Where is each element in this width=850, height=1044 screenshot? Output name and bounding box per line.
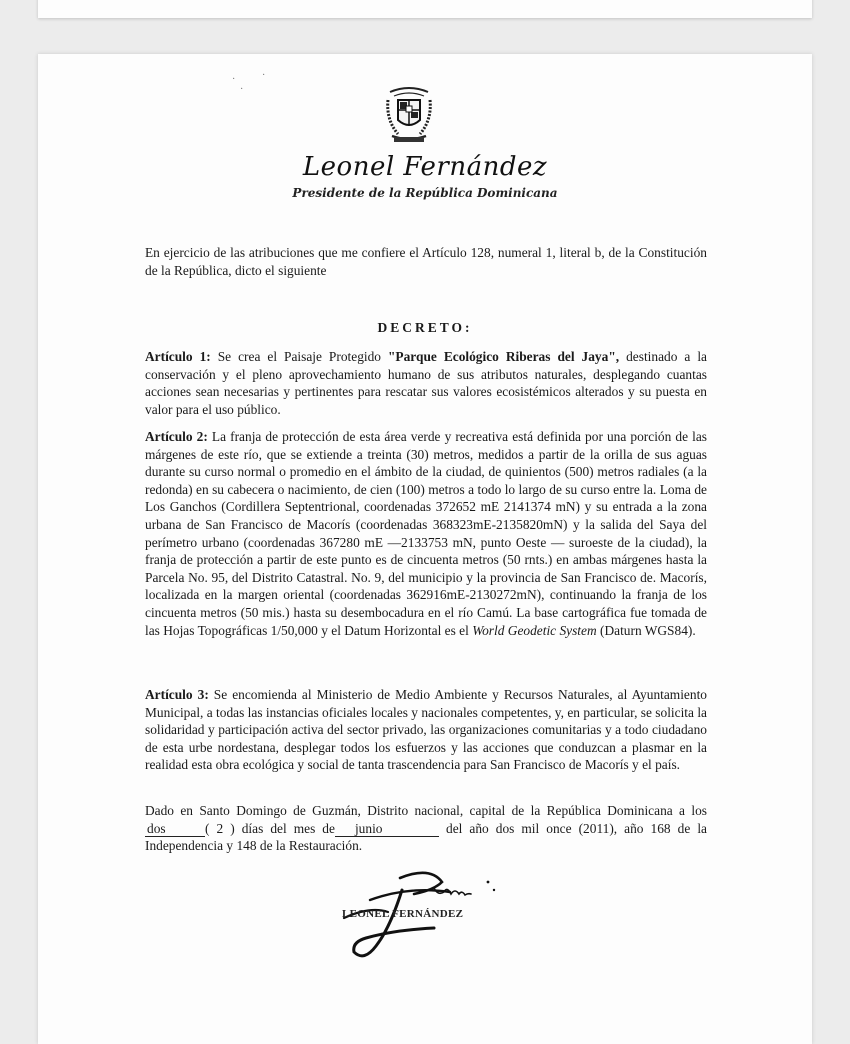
header-president-name: Leonel Fernández	[302, 152, 548, 182]
article-2-text-start: La franja de protección de esta área verde y recreativa está definida por una porción de las márgenes de este río, que se extiende a treinta (30) metros, medidos a partir de la orilla de sus aguas durante su curso normal o promedio en el ámbito de la ciudad, de quinientos (500) metros radiales (a la redonda) en su cabecera o nacimiento, de cien (100) metros a todo lo largo de su curso entre la. Loma de Los Ganchos (Cordillera Septentrional, coordenadas 372652 mE 2141374 mN) y su entrada a la zona urbana de San Francisco de Macorís (coordenadas 368323mE-2135820mN) y la salida del Saya del perímetro urbano (coordenadas 367280 mE —2133753 mN, punto Oeste — suroeste de la ciudad), la franja de protección a partir de este punto es de cincuenta metros (50 rnts.) en ambas márgenes hasta la Parcela No. 95, del Distrito Catastral. No. 9, del municipio y la provincia de San Francisco de. Macorís, localizada en la margen oriental (coordenadas 362916mE-2130272mN), continuando la franja de los cincuenta metros (50 mis.) hasta su desembocadura en el río Camú. La base cartográfica fue tomada de las Hojas Topográficas 1/50,000 y el Datum Horizontal es el	[145, 429, 707, 638]
article-2-text-end: (Daturn WGS84).	[596, 622, 696, 638]
park-name: "Parque Ecológico Riberas del Jaya",	[387, 349, 620, 364]
signatory-name: LEONEL FERNÁNDEZ	[342, 908, 464, 920]
article-3-text: Se encomienda al Ministerio de Medio Ambiente y Recursos Naturales, al Ayuntamiento Municipal, a todas las instancias oficiales locales y nacionales competentes, y, en particular, se solicita la solidaridad y participación activa del sector privado, las organizaciones comunitarias y a todo ciudadano de esta urbe nordestana, desplegar todos los esfuerzos y las acciones que conduzcan a plasmar en la realidad esta obra ecológica y social de tanta trascendencia para San Francisco de Macorís y el país.	[145, 687, 707, 773]
month-field: junio	[335, 822, 439, 837]
article-3-label: Artículo 3:	[145, 687, 209, 702]
decree-heading: DECRETO:	[377, 320, 473, 335]
article-1	[145, 348, 707, 418]
closing-text-mid: ( 2 ) días del mes de	[205, 820, 335, 836]
closing-text-end: del año dos mil once (2011), año 168 de la Independencia y 148 de la Restauración.	[145, 820, 707, 854]
closing-paragraph	[145, 802, 707, 855]
intro-paragraph	[145, 244, 707, 279]
article-1-text-start: Se crea el Paisaje Protegido	[210, 349, 388, 364]
day-field: dos	[145, 822, 205, 837]
header-president-title: Presidente de la República Dominicana	[292, 186, 558, 200]
article-2-label: Artículo 2:	[145, 429, 208, 444]
intro-text: En ejercicio de las atribuciones que me confiere el Artículo 128, numeral 1, literal b, de la Constitución de la República, dicto el siguiente	[145, 245, 707, 278]
article-1-label: Artículo 1:	[145, 349, 211, 364]
closing-text-start: Dado en Santo Domingo de Guzmán, Distrito nacional, capital de la República Dominicana a los	[145, 803, 707, 818]
article-1-text-end: destinado a la conservación y el pleno aprovechamiento humano de sus atributos naturales, desplegando cuantas acciones sean necesarias y pertinentes para rescatar sus valores ecosistémicos alterados y su puesta en valor para el uso público.	[145, 349, 707, 417]
scan-speck: ·	[240, 84, 244, 95]
previous-page-edge	[38, 0, 812, 18]
scan-speck: ·	[232, 74, 236, 85]
scan-speck: ·	[262, 70, 266, 81]
datum-name: World Geodetic System	[472, 622, 597, 638]
article-3	[145, 686, 707, 774]
article-2	[145, 428, 707, 639]
coat-of-arms-seal-icon	[384, 86, 434, 144]
